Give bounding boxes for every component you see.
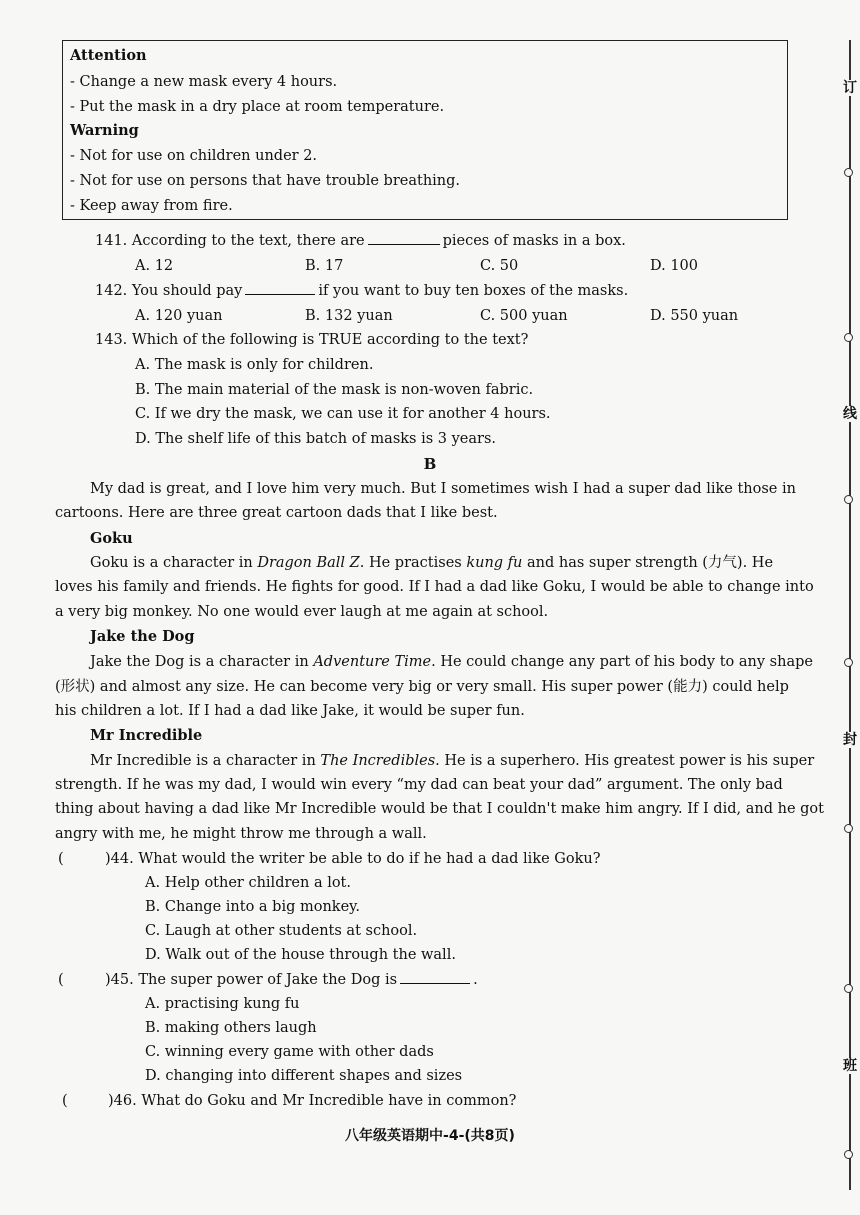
- binding-char: 班: [843, 1058, 857, 1074]
- question-43: 143. Which of the following is TRUE according to the text?: [95, 332, 529, 348]
- option: D. 550 yuan: [650, 308, 739, 324]
- question-stem: pieces of masks in a box.: [442, 233, 626, 249]
- attention-item: - Put the mask in a dry place at room temperature.: [70, 99, 445, 115]
- option: C. Laugh at other students at school.: [145, 923, 418, 939]
- passage-intro-line: My dad is great, and I love him very much. But I sometimes wish I had a super dad like those in: [90, 481, 796, 497]
- passage-line: Mr Incredible is a character in The Incredibles. He is a superhero. His greatest power is his super: [90, 753, 815, 769]
- answer-bracket[interactable]: (: [62, 1093, 68, 1109]
- page-footer: 八年级英语期中-4-(共8页): [345, 1128, 515, 1144]
- passage-line: strength. If he was my dad, I would win every “my dad can beat your dad” argument. The only bad: [55, 777, 783, 793]
- binding-margin: [843, 0, 857, 1215]
- binding-circle: [844, 168, 853, 177]
- option: D. changing into different shapes and sizes: [145, 1068, 463, 1084]
- option: B. Change into a big monkey.: [145, 899, 361, 915]
- question-41: [95, 232, 626, 250]
- passage-intro-line: cartoons. Here are three great cartoon dads that I like best.: [55, 505, 498, 521]
- warning-heading: Warning: [70, 122, 139, 139]
- character-name-jake: Jake the Dog: [90, 628, 195, 645]
- question-44: )44. What would the writer be able to do if he had a dad like Goku?: [105, 851, 601, 867]
- question-42: [95, 282, 628, 300]
- binding-circle: [844, 333, 853, 342]
- answer-blank[interactable]: [400, 971, 470, 984]
- answer-bracket[interactable]: (: [58, 851, 64, 867]
- passage-line: thing about having a dad like Mr Incredible would be that I couldn't make him angry. If I did, and he got: [55, 801, 824, 817]
- option: B. making others laugh: [145, 1020, 317, 1036]
- option: A. The mask is only for children.: [135, 357, 374, 373]
- binding-circle: [844, 824, 853, 833]
- option: D. 100: [650, 258, 699, 274]
- character-name-mr-incredible: Mr Incredible: [90, 727, 203, 744]
- attention-item: - Change a new mask every 4 hours.: [70, 74, 338, 90]
- option: D. The shelf life of this batch of masks is 3 years.: [135, 431, 497, 447]
- question-stem: 141. According to the text, there are: [95, 233, 365, 249]
- option: A. 120 yuan: [135, 308, 223, 324]
- binding-circle: [844, 984, 853, 993]
- notice-box: [62, 40, 788, 220]
- option: A. practising kung fu: [145, 996, 300, 1012]
- question-stem: if you want to buy ten boxes of the masks.: [318, 283, 629, 299]
- binding-circle: [844, 658, 853, 667]
- passage-line: Jake the Dog is a character in Adventure Time. He could change any part of his body to any shape: [90, 654, 813, 670]
- answer-blank[interactable]: [368, 232, 440, 245]
- binding-circle: [844, 495, 853, 504]
- option: A. Help other children a lot.: [145, 875, 351, 891]
- attention-heading: Attention: [70, 47, 147, 64]
- question-45: )45. The super power of Jake the Dog is .: [105, 972, 478, 988]
- option: B. The main material of the mask is non-woven fabric.: [135, 382, 534, 398]
- passage-line: (形状) and almost any size. He can become very big or very small. His super power (能力) could help: [55, 679, 789, 695]
- option: C. winning every game with other dads: [145, 1044, 434, 1060]
- binding-char: 封: [843, 732, 857, 748]
- option: C. 500 yuan: [480, 308, 568, 324]
- question-stem: 142. You should pay: [95, 283, 243, 299]
- binding-circle: [844, 1150, 853, 1159]
- warning-item: - Keep away from fire.: [70, 198, 233, 214]
- binding-char: 订: [843, 80, 857, 96]
- option: D. Walk out of the house through the wall.: [145, 947, 456, 963]
- passage-line: angry with me, he might throw me through a wall.: [55, 826, 427, 842]
- binding-line: [849, 40, 851, 1190]
- section-b-heading: B: [423, 455, 437, 473]
- answer-blank[interactable]: [245, 282, 315, 295]
- passage-line: loves his family and friends. He fights for good. If I had a dad like Goku, I would be able to change into: [55, 579, 814, 595]
- passage-line: a very big monkey. No one would ever laugh at me again at school.: [55, 604, 549, 620]
- warning-item: - Not for use on persons that have trouble breathing.: [70, 173, 461, 189]
- option: B. 132 yuan: [305, 308, 393, 324]
- binding-char: 线: [843, 406, 857, 422]
- answer-bracket[interactable]: (: [58, 972, 64, 988]
- option: A. 12: [135, 258, 174, 274]
- character-name-goku: Goku: [90, 530, 133, 547]
- option: B. 17: [305, 258, 344, 274]
- warning-item: - Not for use on children under 2.: [70, 148, 318, 164]
- passage-line: Goku is a character in Dragon Ball Z. He practises kung fu and has super strength (力气). He: [90, 555, 774, 571]
- question-46: )46. What do Goku and Mr Incredible have in common?: [108, 1093, 517, 1109]
- option: C. If we dry the mask, we can use it for another 4 hours.: [135, 406, 551, 422]
- option: C. 50: [480, 258, 519, 274]
- passage-line: his children a lot. If I had a dad like Jake, it would be super fun.: [55, 703, 525, 719]
